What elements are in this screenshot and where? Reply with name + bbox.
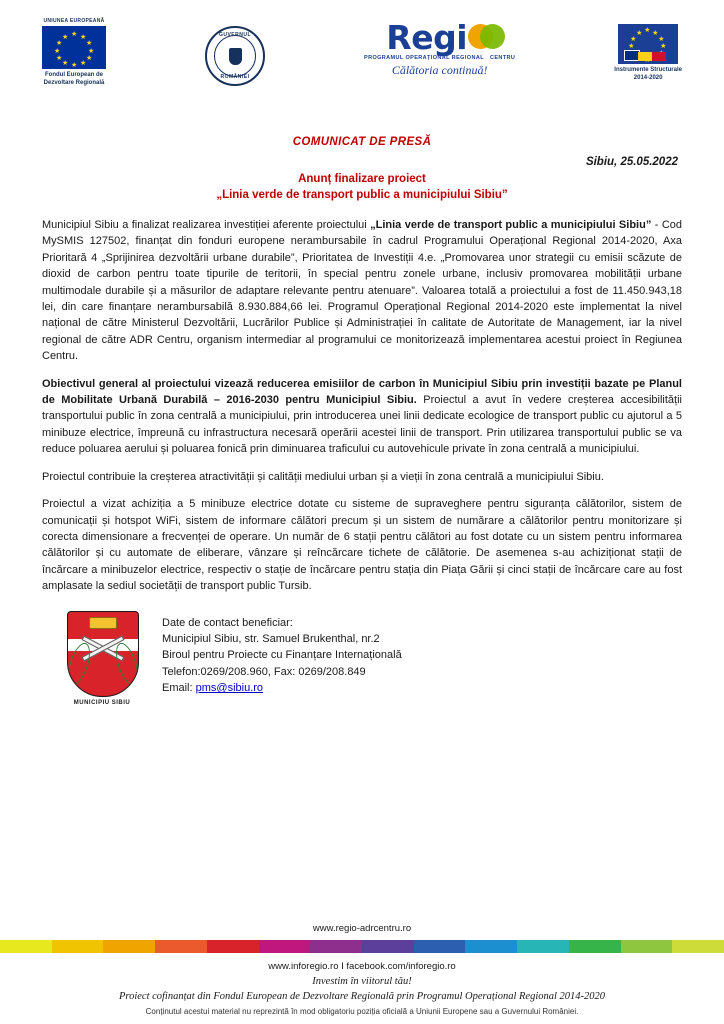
sibiu-coat-of-arms [42,609,162,706]
contact-section [42,609,682,706]
footer-regio-site: www.regio-adrcentru.ro [312,923,412,934]
p1-part-b: - Cod MySMIS 127502, finanțat din fonduri europene nerambursabile în cadrul Programului Operațional Regional 2014-2020, Axa Prioritară 4 „Sprijinirea dezvoltării urbane durabile”, Prioritatea de Investiții 4.e. „Promovarea unor strategii cu emisii scăzute de dioxid de carbon pentru toate tipurile de teritorii, în special pentru zonele urbane, inclusiv promovarea mobilității urbane multimodale durabile și a măsurilor de adaptare relevante pentru atenuare”. Valoarea totală a proiectului a fost de 11.450.943,18 lei, din care finanțare nerambursabilă 8.930.884,66 lei. Programul Operațional Regional 2014-2020 este implementat la nivel național de către Ministerul Dezvoltării, Lucrărilor Publice și Administrației în calitate de Autoritate de Management, iar la nivel regional de către ADR Centru, organism intermediar al programului ce monitorizează implementarea acestui proiect în Regiunea Centru. [42,219,682,363]
press-release-title: COMUNICAT DE PRESĂ [292,136,432,148]
government-seal-icon [205,26,265,86]
p2-objective-bold: Obiectivul general al proiectului vizează reducerea emisiilor de carbon în Municipiul Sibiu prin investiții bazate pe Planul de Mobilitate Urbană Durabilă – 2016-2030 pentru Municipiul Sibiu. [42,377,682,407]
structural-caption [614,67,682,82]
eu-logo-caption [44,72,105,87]
contact-details [162,609,402,697]
contact-phone-fax: Telefon:0269/208.960, Fax: 0269/208.849 [162,665,366,678]
rainbow-divider [0,940,724,953]
regio-subtitle-region: CENTRU [489,55,516,61]
contact-email-link[interactable]: pms@sibiu.ro [195,682,264,695]
footer-links: www.inforegio.ro I facebook.com/inforegio.ro [268,961,456,972]
regio-subtitle: PROGRAMUL OPERAȚIONAL REGIONAL [364,55,484,61]
p1-part-a: Municipiul Sibiu a finalizat realizarea investiției aferente proiectului [42,219,371,231]
structural-caption-line1: Instrumente Structurale [614,67,682,73]
header-logos [42,0,682,114]
p3-text: Proiectul contribuie la creșterea atractivității și calității mediului urban și a vieții în zona centrală a municipiului Sibiu. [42,470,604,483]
contact-email-row [162,680,402,696]
structural-flag-icon: ★ ★ ★ ★ ★ ★ ★ [618,24,678,64]
footer-text-block [0,953,724,1024]
contact-office: Biroul pentru Proiecte cu Finanțare Internațională [162,649,402,662]
regio-dot-icon [468,24,493,49]
eu-logo [42,18,106,87]
document-footer [0,923,724,1024]
government-logo [205,26,265,86]
regio-logo [364,18,516,78]
p2-rest: Proiectul a avut în vedere creșterea accesibilității transportului public în zona centrală a municipiului, prin introducerea unei linii dedicate ecologice de transport public cu ajutorul a 5 minibuze electrice, împreună cu infrastructura necesară operării acestei linii de transport. Prin utilizarea transportului public se va reduce poluarea aerului și poluarea fonică prin diminuarea traficului cu autovehicule private în zona centrală a municipiului. [42,394,682,456]
eu-caption-line2: Dezvoltare Regională [43,79,105,86]
shield-body [67,611,139,697]
contact-address: Municipiul Sibiu, str. Samuel Brukenthal, nr.2 [162,632,380,645]
paragraph-4 [42,496,682,594]
coat-shield-icon [67,611,137,695]
seal-shield-icon [229,48,242,65]
eu-flag-icon: ★ ★ ★ ★ ★ ★ ★ ★ ★ ★ ★ ★ [42,26,106,69]
regio-wordmark [386,18,493,57]
coat-of-arms-label: MUNICIPIU SIBIU [73,699,131,706]
p1-project-name: „Linia verde de transport public a municipiului Sibiu” [370,219,652,231]
structural-caption-line2: 2014-2020 [633,74,663,81]
document-body [42,217,682,595]
seal-inner-ring [214,35,256,77]
document-subtitle-1: Anunț finalizare proiect [298,173,426,185]
paragraph-3 [42,469,682,485]
contact-email-label: Email: [162,682,196,695]
seal-top-text: GUVERNUL [218,32,252,38]
structural-instruments-logo [614,24,682,82]
eu-caption-line1: Fondul European de [45,72,103,79]
paragraph-2 [42,376,682,458]
paragraph-1 [42,217,682,365]
contact-title: Date de contact beneficiar: [162,616,293,629]
eu-logo-top-label: UNIUNEA EUROPEANĂ [43,18,105,24]
p4-text: Proiectul a vizat achiziția a 5 minibuze electrice dotate cu sisteme de supraveghere pentru siguranța călătorilor, sistem de comunicații și hotspot WiFi, sistem de informare călători precum și un sistem de numărare a călătorilor pentru monitorizare și corecta dimensionare a frecvenței de operare. Un număr de 6 stații pentru călători au fost dotate cu un sistem pentru informarea călătorilor și cu automate de eliberare, vânzare și reîncărcare tichete de călătorie. De asemenea s-au achiziționat stații de încărcare a minibuzelor electrice, respectiv o stație de încărcare pentru stația din Piața Gării și cinci stații de încărcare care au fost amplasate la sediul societății de transport public Tursib. [42,498,682,593]
crown-icon [89,617,117,629]
footer-cofinancing: Proiect cofinanțat din Fondul European de Dezvoltare Regională prin Programul Operațional Regional 2014-2020 [118,991,606,1002]
seal-bottom-text: ROMÂNIEI [220,73,250,80]
document-date: Sibiu, 25.05.2022 [585,156,678,168]
document-subtitle-2: „Linia verde de transport public a municipiului Sibiu” [216,189,508,201]
footer-slogan: Investim în viitorul tău! [312,976,412,987]
regio-slogan: Călătoria continuă! [391,63,488,77]
footer-disclaimer: Conținutul acestui material nu reprezintă în mod obligatoriu poziția oficială a Uniunii Europene sau a Guvernului României. [145,1007,579,1016]
regio-wordmark-text: Regi [386,18,468,57]
